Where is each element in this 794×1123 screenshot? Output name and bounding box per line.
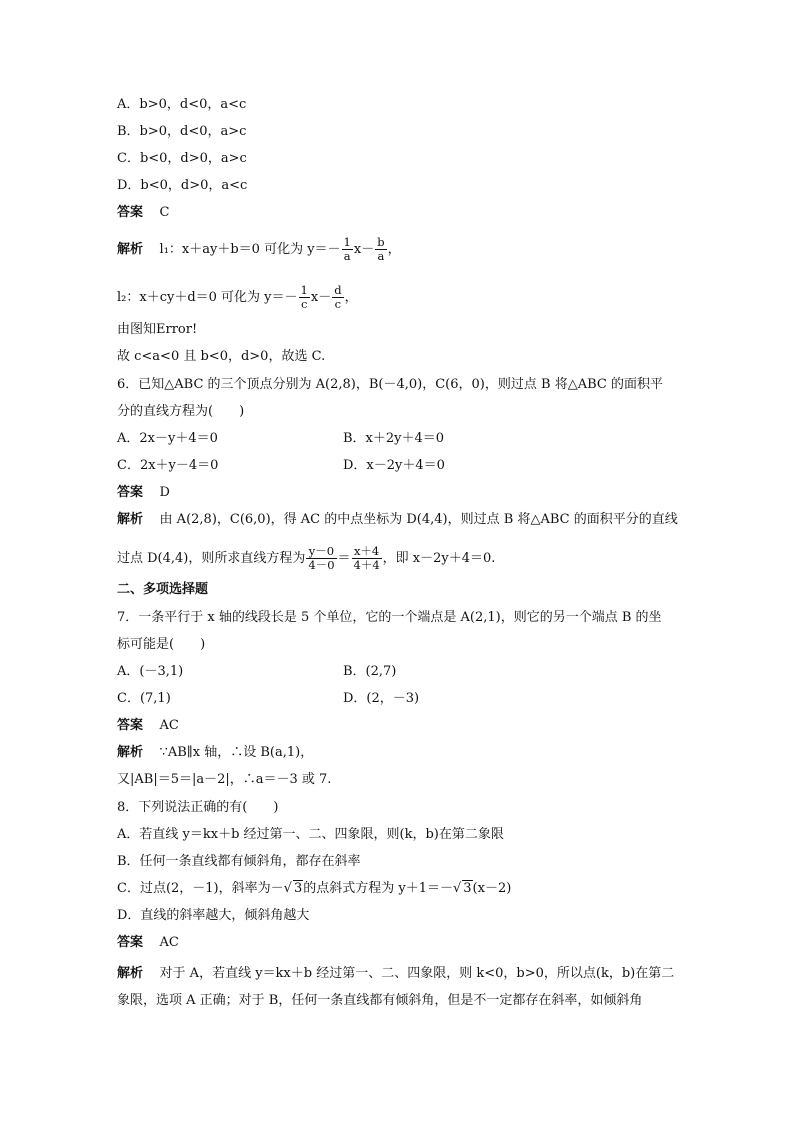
answer-label: 答案 — [117, 205, 144, 220]
q5-analysis-l1 — [117, 236, 401, 263]
q8-option-c — [117, 881, 511, 897]
option-text: (x－2) — [472, 881, 512, 896]
option-text: C．过点(2，－1)，斜率为－ — [117, 881, 284, 896]
q5-conclusion: 故 c<a<0 且 b<0，d>0，故选 C. — [117, 349, 326, 364]
q7-option-b: B．(2,7) — [343, 664, 397, 679]
section-title: 二、多项选择题 — [117, 582, 209, 597]
q7-option-a: A．(－3,1) — [117, 664, 184, 679]
analysis-label: 解析 — [117, 512, 144, 527]
fraction: $\frac{x+4}{4+4}$ — [353, 544, 380, 572]
q8-option-b: B．任何一条直线都有倾斜角，都存在斜率 — [117, 854, 361, 869]
q5-option-c: C．b<0，d>0，a>c — [117, 151, 247, 166]
fraction: $\frac{b}{a}$ — [377, 235, 385, 263]
q5-option-a: A．b>0，d<0，a<c — [117, 97, 247, 112]
punct: ， — [344, 290, 358, 305]
q6-analysis-line2 — [117, 545, 495, 572]
answer-value: AC — [159, 935, 179, 950]
q7-option-d: D．(2，－3) — [343, 691, 420, 706]
analysis-text: 由 A(2,8)，C(6,0)，得 AC 的中点坐标为 D(4,4)，则过点 B 将△ABC 的面积平分的直线 — [159, 512, 678, 527]
option-text: 的点斜式方程为 y＋1＝－ — [303, 881, 453, 896]
fraction: $\frac{d}{c}$ — [334, 283, 342, 311]
l2-equation-mid: x－ — [310, 290, 332, 305]
sqrt-symbol: √ 3 — [283, 881, 303, 896]
q7-stem-line1: 7．一条平行于 x 轴的线段长是 5 个单位，它的一个端点是 A(2,1)，则它的另一个端点 B 的坐 — [117, 610, 662, 625]
q6-answer — [117, 485, 170, 501]
q6-options-row1 — [117, 431, 445, 447]
analysis-text: 对于 A，若直线 y＝kx＋b 经过第一、二、四象限，则 k<0，b>0，所以点(k，b)在第二 — [159, 966, 675, 981]
l1-equation-text: l₁：x＋ay＋b＝0 可化为 y＝－ — [159, 242, 341, 257]
sqrt-symbol: √ 3 — [452, 881, 472, 896]
q5-figure-note: 由图知Error! — [117, 322, 198, 337]
punct: ， — [387, 242, 401, 257]
fraction: $\frac{1}{c}$ — [300, 283, 308, 311]
answer-label: 答案 — [117, 485, 144, 500]
analysis-label: 解析 — [117, 242, 144, 257]
q6-options-row2 — [117, 458, 445, 474]
q7-options-row1 — [117, 664, 397, 680]
q6-option-c: C．2x＋y－4＝0 — [117, 458, 219, 473]
q6-analysis-line1 — [117, 512, 678, 528]
q7-answer — [117, 718, 179, 734]
q8-analysis-line2: 象限，选项 A 正确；对于 B，任何一条直线都有倾斜角，但是不一定都存在斜率，如倾斜角 — [117, 993, 643, 1008]
answer-value: C — [159, 205, 170, 220]
answer-label: 答案 — [117, 935, 144, 950]
answer-label: 答案 — [117, 718, 144, 733]
q8-stem: 8．下列说法正确的有( ) — [117, 800, 279, 815]
analysis-text: ，即 x－2y＋4＝0. — [382, 551, 496, 566]
q8-answer — [117, 935, 179, 951]
q6-stem-line1: 6．已知△ABC 的三个顶点分别为 A(2,8)，B(－4,0)，C(6，0)，则过点 B 将△ABC 的面积平 — [117, 377, 663, 392]
q6-option-a: A．2x－y＋4＝0 — [117, 431, 218, 446]
q7-analysis-line2: 又|AB|＝5＝|a－2|，∴a＝－3 或 7. — [117, 772, 332, 787]
q6-option-b: B．x＋2y＋4＝0 — [343, 431, 445, 446]
analysis-label: 解析 — [117, 966, 144, 981]
q7-analysis-line1 — [117, 745, 313, 761]
l2-equation-text: l₂：x＋cy＋d＝0 可化为 y＝－ — [117, 290, 298, 305]
analysis-text: ∵AB∥x 轴，∴设 B(a,1)， — [159, 745, 314, 760]
analysis-label: 解析 — [117, 745, 144, 760]
q6-option-d: D．x－2y＋4＝0 — [343, 458, 445, 473]
answer-value: D — [159, 485, 170, 500]
q7-stem-line2: 标可能是( ) — [117, 637, 206, 652]
q5-analysis-l2 — [117, 284, 358, 311]
q5-option-d: D．b<0，d>0，a<c — [117, 178, 248, 193]
fraction: $\frac{1}{a}$ — [343, 235, 351, 263]
l1-equation-mid: x－ — [353, 242, 375, 257]
fraction: $\frac{y-0}{4-0}$ — [308, 544, 335, 572]
q7-option-c: C．(7,1) — [117, 691, 171, 706]
q7-options-row2 — [117, 691, 420, 707]
equals-sign: ＝ — [337, 551, 351, 566]
q8-option-a: A．若直线 y＝kx＋b 经过第一、二、四象限，则(k，b)在第二象限 — [117, 827, 504, 842]
q6-stem-line2: 分的直线方程为( ) — [117, 404, 245, 419]
analysis-text: 过点 D(4,4)，则所求直线方程为 — [117, 551, 306, 566]
answer-value: AC — [159, 718, 179, 733]
q8-analysis-line1 — [117, 966, 674, 982]
q8-option-d: D．直线的斜率越大，倾斜角越大 — [117, 908, 310, 923]
q5-answer — [117, 205, 170, 221]
q5-option-b: B．b>0，d<0，a>c — [117, 124, 247, 139]
